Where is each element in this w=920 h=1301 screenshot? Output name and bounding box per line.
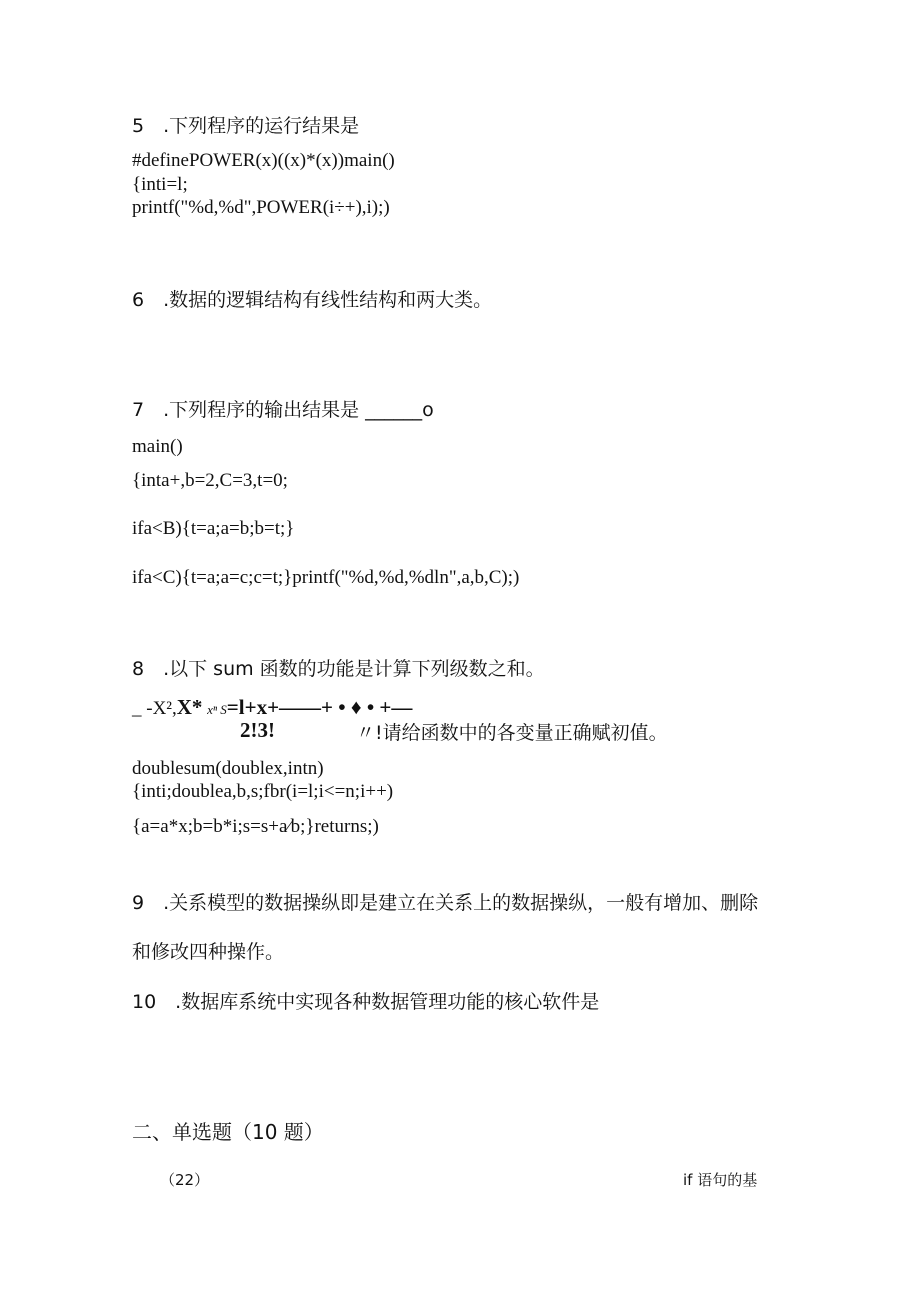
question-7-title: 7 .下列程序的输出结果是 ______o	[132, 399, 434, 421]
question-7-code-line-1: main()	[132, 436, 183, 457]
question-7-code-line-3: ifa<B){t=a;a=b;b=t;}	[132, 518, 295, 539]
series-formula	[132, 695, 412, 720]
formula-series: =l+x+——+ • ♦ • +—	[226, 695, 413, 719]
formula-bold-term: X*	[176, 695, 203, 719]
question-6-title: 6 .数据的逻辑结构有线性结构和两大类。	[132, 289, 493, 311]
formula-small-term: xⁿ S	[207, 702, 227, 717]
question-8-code-line-2: {inti;doublea,b,s;fbr(i=l;i<=n;i++)	[132, 781, 394, 802]
question-22-number: （22）	[160, 1171, 210, 1189]
instruction-mark: 〃!	[356, 722, 383, 744]
question-7-code-line-2: {inta+,b=2,C=3,t=0;	[132, 470, 288, 491]
instruction-text: 请给函数中的各变量正确赋初值。	[382, 722, 668, 744]
question-5-code-line-2: {inti=l;	[132, 174, 188, 195]
question-5-code-line-3: printf("%d,%d",POWER(i÷+),i);)	[132, 197, 390, 218]
question-5-title: 5 .下列程序的运行结果是	[132, 115, 360, 137]
question-8-code-line-3: {a=a*x;b=b*i;s=s+a∕b;}returns;)	[132, 816, 379, 837]
question-9-line-1: 9 .关系模型的数据操纵即是建立在关系上的数据操纵，一般有增加、删除	[132, 892, 759, 914]
section-2-heading: 二、单选题（10 题）	[132, 1120, 324, 1144]
question-8-title: 8 .以下 sum 函数的功能是计算下列级数之和。	[132, 658, 545, 680]
question-10-title: 10 .数据库系统中实现各种数据管理功能的核心软件是	[132, 991, 600, 1013]
formula-lead: _ -X²,	[132, 698, 177, 719]
question-5-code-line-1: #definePOWER(x)((x)*(x))main()	[132, 150, 395, 171]
question-22-text: if 语句的基	[683, 1171, 758, 1189]
question-8-instruction	[356, 718, 668, 745]
question-9-line-2: 和修改四种操作。	[132, 941, 285, 963]
question-8-code-line-1: doublesum(doublex,intn)	[132, 758, 324, 779]
formula-denominators: 2!3!	[240, 718, 275, 742]
question-7-code-line-4: ifa<C){t=a;a=c;c=t;}printf("%d,%d,%dln",a,b,C);)	[132, 567, 520, 588]
